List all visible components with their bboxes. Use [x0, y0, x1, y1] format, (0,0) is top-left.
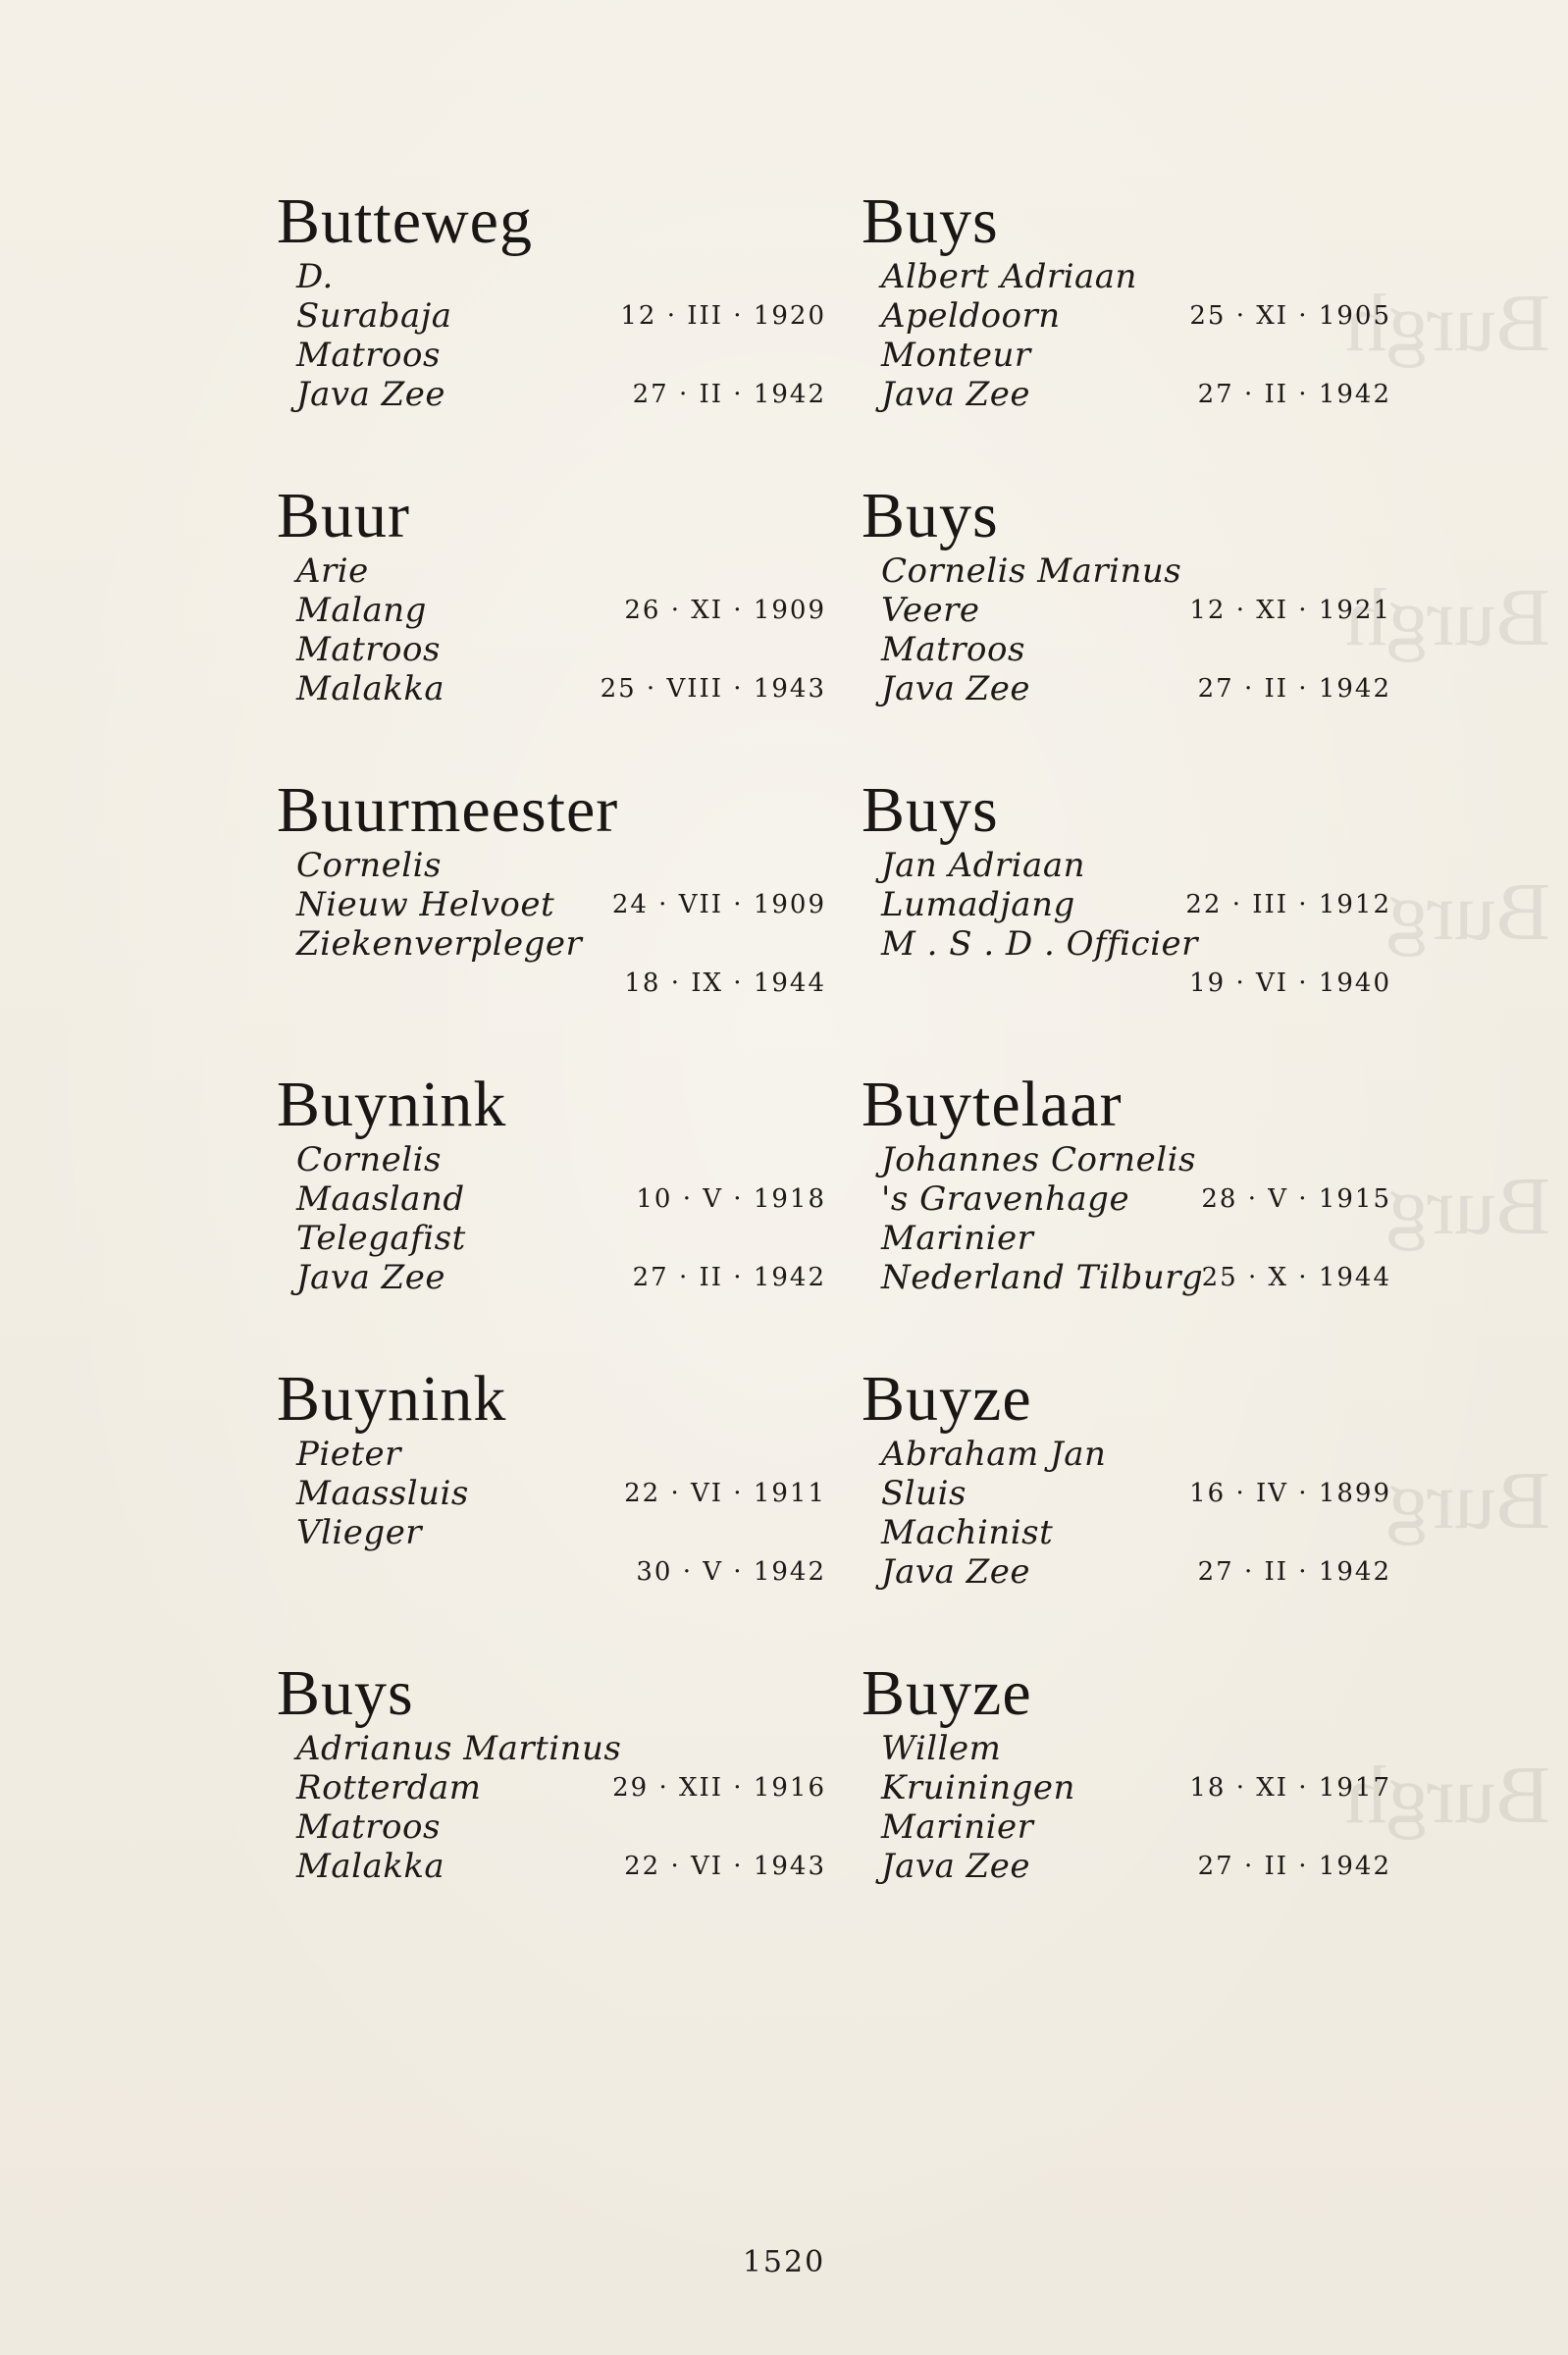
record-entry [277, 775, 826, 1003]
birth-place: Malang [296, 591, 427, 630]
birth-place: Lumadjang [881, 885, 1075, 924]
death-place: Java Zee [881, 669, 1031, 708]
birth-line [277, 591, 826, 630]
surname: Buurmeester [277, 774, 619, 846]
given-names: D. [296, 257, 334, 296]
death-place [277, 1552, 296, 1592]
show-through-from-reverse-page: Burgh Burgh Burg Burg Burg Burgh [1345, 278, 1550, 1841]
death-line [862, 1258, 1391, 1297]
birth-date: 29 · XII · 1916 [612, 1773, 826, 1803]
death-line [277, 375, 826, 414]
record-entry [277, 186, 826, 414]
occupation: Matroos [881, 630, 1025, 669]
birth-date: 24 · VII · 1909 [611, 890, 826, 919]
given-names: Cornelis Marinus [881, 551, 1182, 591]
death-line [277, 964, 826, 1003]
death-line [862, 1552, 1391, 1592]
given-names-line [277, 1729, 826, 1768]
death-line [277, 1847, 826, 1886]
given-names: Cornelis [296, 846, 442, 885]
given-names: Adrianus Martinus [296, 1729, 622, 1768]
given-names-line [277, 1140, 826, 1179]
death-date: 27 · II · 1942 [1197, 380, 1391, 409]
surname: Buur [277, 480, 410, 551]
record-entry [277, 481, 826, 708]
death-line [862, 1847, 1391, 1886]
birth-line [862, 885, 1391, 924]
given-names: Johannes Cornelis [881, 1140, 1196, 1179]
given-names: Pieter [296, 1435, 401, 1474]
death-line [862, 964, 1391, 1003]
given-names-line [862, 846, 1391, 885]
record-entry [277, 1364, 826, 1592]
surname: Buytelaar [862, 1069, 1123, 1140]
death-date: 27 · II · 1942 [632, 1263, 826, 1292]
occupation: Matroos [296, 630, 441, 669]
birth-line [277, 1474, 826, 1513]
given-names-line [862, 1729, 1391, 1768]
death-date: 18 · IX · 1944 [624, 968, 826, 998]
surname: Buys [277, 1657, 414, 1729]
birth-line [862, 591, 1391, 630]
birth-place: Nieuw Helvoet [296, 885, 555, 924]
occupation: Ziekenverpleger [296, 924, 583, 964]
death-date: 19 · VI · 1940 [1189, 968, 1391, 998]
occupation: Matroos [296, 336, 441, 375]
given-names-line [277, 257, 826, 296]
birth-place: Apeldoorn [881, 296, 1061, 336]
surname: Butteweg [277, 185, 533, 257]
birth-line [277, 1768, 826, 1807]
death-line [862, 375, 1391, 414]
surname: Buys [862, 480, 999, 551]
given-names: Albert Adriaan [881, 257, 1137, 296]
given-names-line [277, 551, 826, 591]
given-names: Jan Adriaan [881, 846, 1085, 885]
birth-place: Veere [881, 591, 980, 630]
occupation-line [277, 336, 826, 375]
occupation-line [862, 1807, 1391, 1847]
death-line [862, 669, 1391, 708]
birth-line [277, 1179, 826, 1219]
occupation: Vlieger [296, 1513, 423, 1552]
death-place: Java Zee [881, 1552, 1031, 1592]
given-names: Willem [881, 1729, 1002, 1768]
birth-place: Maassluis [296, 1474, 469, 1513]
birth-place: Sluis [881, 1474, 967, 1513]
occupation: Marinier [881, 1807, 1034, 1847]
occupation-line [862, 1513, 1391, 1552]
birth-date: 28 · V · 1915 [1201, 1184, 1391, 1214]
occupation-line [277, 924, 826, 964]
death-place: Java Zee [881, 375, 1031, 414]
death-date: 27 · II · 1942 [1197, 1852, 1391, 1881]
death-place: Malakka [296, 1847, 445, 1886]
record-entry [862, 1070, 1391, 1297]
birth-date: 12 · III · 1920 [620, 301, 826, 331]
occupation-line [277, 630, 826, 669]
occupation-line [277, 1219, 826, 1258]
birth-line [862, 1768, 1391, 1807]
birth-line [277, 296, 826, 336]
birth-place: Surabaja [296, 296, 452, 336]
occupation: M . S . D . Officier [881, 924, 1198, 964]
birth-date: 22 · VI · 1911 [624, 1479, 826, 1508]
surname: Buys [862, 185, 999, 257]
birth-date: 16 · IV · 1899 [1189, 1479, 1391, 1508]
birth-line [862, 1474, 1391, 1513]
occupation-line [862, 1219, 1391, 1258]
death-place: Java Zee [881, 1847, 1031, 1886]
occupation-line [862, 924, 1391, 964]
given-names: Abraham Jan [881, 1435, 1107, 1474]
occupation: Marinier [881, 1219, 1034, 1258]
birth-line [862, 1179, 1391, 1219]
death-date: 25 · VIII · 1943 [600, 674, 826, 704]
birth-place: Maasland [296, 1179, 465, 1219]
given-names-line [862, 1140, 1391, 1179]
death-date: 30 · V · 1942 [636, 1557, 826, 1587]
birth-line [277, 885, 826, 924]
given-names-line [862, 257, 1391, 296]
occupation: Matroos [296, 1807, 441, 1847]
death-place [277, 964, 296, 1003]
occupation: Machinist [881, 1513, 1054, 1552]
record-entry [862, 1364, 1391, 1592]
surname: Buyze [862, 1657, 1032, 1729]
occupation: Telegafist [296, 1219, 466, 1258]
birth-date: 26 · XI · 1909 [624, 596, 826, 625]
occupation-line [277, 1513, 826, 1552]
record-entry [277, 1658, 826, 1886]
death-place: Java Zee [296, 1258, 446, 1297]
occupation-line [277, 1807, 826, 1847]
death-line [277, 1552, 826, 1592]
page-number: 1520 [742, 2245, 826, 2279]
death-date: 27 · II · 1942 [1197, 674, 1391, 704]
death-place: Java Zee [296, 375, 446, 414]
birth-place: Rotterdam [296, 1768, 482, 1807]
occupation-line [862, 630, 1391, 669]
given-names-line [277, 846, 826, 885]
record-entry [862, 1658, 1391, 1886]
surname: Buynink [277, 1363, 507, 1435]
birth-date: 12 · XI · 1921 [1189, 596, 1391, 625]
birth-date: 10 · V · 1918 [636, 1184, 826, 1214]
record-entry [862, 186, 1391, 414]
record-entry [862, 775, 1391, 1003]
record-entry [277, 1070, 826, 1297]
occupation-line [862, 336, 1391, 375]
birth-date: 22 · III · 1912 [1185, 890, 1391, 919]
given-names-line [277, 1435, 826, 1474]
death-date: 27 · II · 1942 [632, 380, 826, 409]
surname: Buys [862, 774, 999, 846]
birth-place: 's Gravenhage [881, 1179, 1130, 1219]
birth-date: 25 · XI · 1905 [1189, 301, 1391, 331]
given-names: Arie [296, 551, 369, 591]
death-date: 27 · II · 1942 [1197, 1557, 1391, 1587]
death-place: Malakka [296, 669, 445, 708]
death-date: 22 · VI · 1943 [624, 1852, 826, 1881]
death-place: Nederland Tilburg [881, 1258, 1204, 1297]
surname: Buynink [277, 1069, 507, 1140]
death-line [277, 1258, 826, 1297]
occupation: Monteur [881, 336, 1031, 375]
birth-line [862, 296, 1391, 336]
record-entry [862, 481, 1391, 708]
death-place [862, 964, 881, 1003]
death-date: 25 · X · 1944 [1201, 1263, 1391, 1292]
given-names: Cornelis [296, 1140, 442, 1179]
death-line [277, 669, 826, 708]
given-names-line [862, 1435, 1391, 1474]
birth-date: 18 · XI · 1917 [1189, 1773, 1391, 1803]
given-names-line [862, 551, 1391, 591]
birth-place: Kruiningen [881, 1768, 1075, 1807]
surname: Buyze [862, 1363, 1032, 1435]
